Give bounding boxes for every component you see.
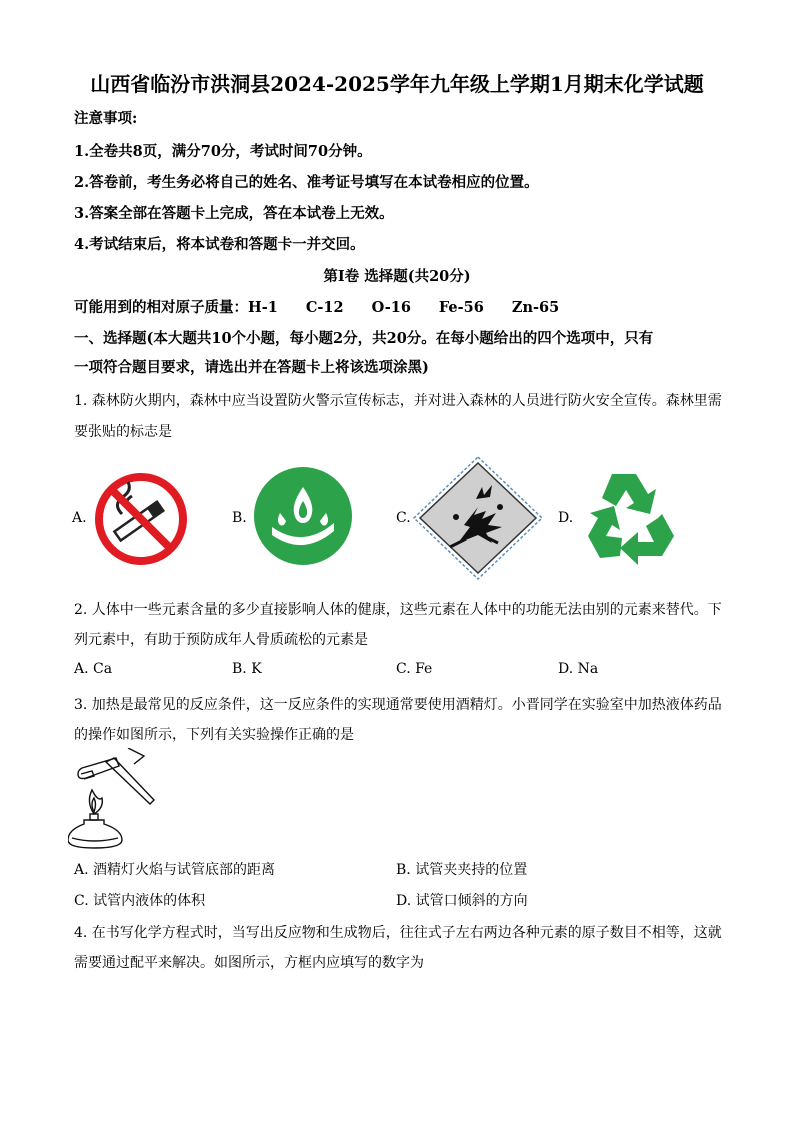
notice-item: 3.答案全部在答题卡上完成，答在本试卷上无效。 [74,205,394,222]
mass-item: Zn-65 [511,299,560,316]
notice-item: 4.考试结束后，将本试卷和答题卡一并交回。 [74,236,365,253]
part-heading: 第Ⅰ卷 选择题(共20分) [323,268,471,285]
notice-item: 2.答卷前，考生务必将自己的姓名、准考证号填写在本试卷相应的位置。 [74,174,539,191]
option-label: D. [558,510,574,526]
mass-item: C-12 [305,299,344,316]
question-text: 2. 人体中一些元素含量的多少直接影响人体的健康，这些元素在人体中的功能无法由别的元素来替代。下 [74,602,722,618]
explosive-hazard-sign-icon [412,455,544,581]
recycling-sign-icon [576,462,688,570]
mass-item: Fe-56 [438,299,484,316]
question-text: 1. 森林防火期内，森林中应当设置防火警示宣传标志，并对进入森林的人员进行防火安全宣传。森林里需 [74,393,722,409]
option-label: A. [72,510,87,526]
option-item: D. Na [558,661,599,677]
mass-item: H-1 [248,299,278,316]
question-text: 的操作如图所示，下列有关实验操作正确的是 [74,727,354,743]
no-smoking-sign-icon [92,470,190,568]
water-saving-sign-icon [252,465,354,567]
question-text: 列元素中，有助于预防成年人骨质疏松的元素是 [74,632,368,648]
option-item: C. Fe [396,661,433,677]
option-item: A. Ca [74,661,113,677]
question-text: 3. 加热是最常见的反应条件，这一反应条件的实现通常要使用酒精灯。小晋同学在实验室中加热液体药品 [74,697,722,713]
section-instruction: 一项符合题目要求，请选出并在答题卡上将该选项涂黑) [74,359,429,376]
option-item: D. 试管口倾斜的方向 [396,893,528,909]
page-title: 山西省临汾市洪洞县2024-2025学年九年级上学期1月期末化学试题 [90,72,704,96]
masses-label: 可能用到的相对原子质量： [74,299,248,316]
mass-item: O-16 [371,299,411,316]
option-item: C. 试管内液体的体积 [74,893,206,909]
option-item: B. K [232,661,262,677]
question-text: 需要通过配平来解决。如图所示，方框内应填写的数字为 [74,955,424,971]
option-item: A. 酒精灯火焰与试管底部的距离 [74,862,276,878]
notice-heading: 注意事项: [74,110,138,127]
section-instruction: 一、选择题(本大题共10个小题，每小题2分，共20分。在每小题给出的四个选项中，只有 [74,330,654,347]
notice-item: 1.全卷共8页，满分70分，考试时间70分钟。 [74,143,372,160]
question-text: 要张贴的标志是 [74,424,172,440]
question-text: 4. 在书写化学方程式时，当写出反应物和生成物后，往往式子左右两边各种元素的原子数目不相等，这就 [74,925,722,941]
option-label: C. [396,510,411,526]
alcohol-lamp-heating-figure [68,748,164,850]
option-label: B. [232,510,247,526]
atomic-masses [74,296,559,317]
option-item: B. 试管夹夹持的位置 [396,862,528,878]
